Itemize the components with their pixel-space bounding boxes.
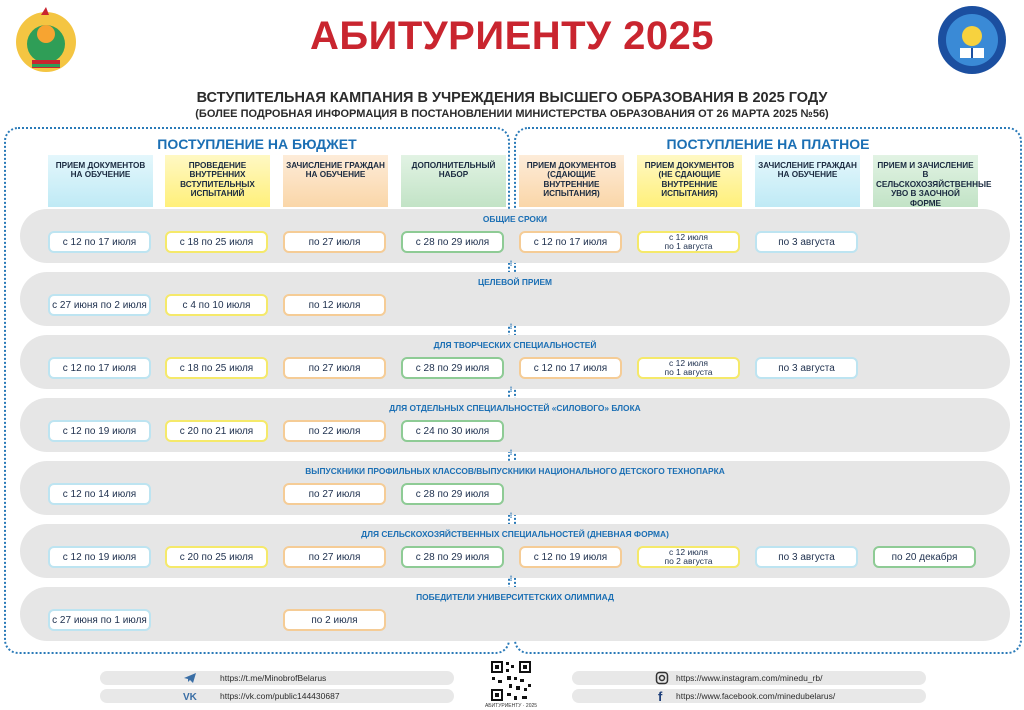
svg-text:f: f	[658, 689, 663, 703]
qr-code-icon[interactable]	[490, 660, 532, 702]
date-cell-line: с 12 июля	[669, 232, 708, 243]
date-cell: с 12 по 19 июля	[48, 546, 151, 568]
page-subtitle-note: (БОЛЕЕ ПОДРОБНАЯ ИНФОРМАЦИЯ В ПОСТАНОВЛЕНИИ МИНИСТЕРСТВА ОБРАЗОВАНИЯ ОТ 26 МАРТА 2025 №56)	[195, 108, 829, 120]
date-cell: с 24 по 30 июля	[401, 420, 504, 442]
instagram-link[interactable]	[572, 671, 926, 685]
date-cell: по 27 июля	[283, 546, 386, 568]
column-header: ЗАЧИСЛЕНИЕ ГРАЖДАН НА ОБУЧЕНИЕ	[755, 155, 860, 207]
row-label: ДЛЯ ТВОРЧЕСКИХ СПЕЦИАЛЬНОСТЕЙ	[433, 340, 597, 350]
row-label: ПОБЕДИТЕЛИ УНИВЕРСИТЕТСКИХ ОЛИМПИАД	[416, 592, 614, 602]
date-cell: по 27 июля	[283, 357, 386, 379]
row-connector: ⁝	[509, 511, 513, 520]
date-cell-line: с 12 июля	[669, 547, 708, 558]
row-label: ДЛЯ СЕЛЬСКОХОЗЯЙСТВЕННЫХ СПЕЦИАЛЬНОСТЕЙ (ДНЕВНАЯ ФОРМА)	[361, 529, 669, 539]
date-cell: по 22 июля	[283, 420, 386, 442]
qr-caption: АБИТУРИЕНТУ · 2025	[484, 703, 538, 709]
facebook-icon[interactable]	[655, 689, 669, 703]
date-cell: с 18 по 25 июля	[165, 357, 268, 379]
date-cell: по 12 июля	[283, 294, 386, 316]
date-cell: с 12 по 19 июля	[519, 546, 622, 568]
date-cell: с 4 по 10 июля	[165, 294, 268, 316]
row-label: ВЫПУСКНИКИ ПРОФИЛЬНЫХ КЛАССОВ/ВЫПУСКНИКИ НАЦИОНАЛЬНОГО ДЕТСКОГО ТЕХНОПАРКА	[305, 466, 725, 476]
facebook-link-text[interactable]: https://www.facebook.com/minedubelarus/	[676, 691, 836, 701]
column-header: ПРИЕМ ДОКУМЕНТОВ НА ОБУЧЕНИЕ	[48, 155, 153, 207]
row-connector: ⁝	[509, 385, 513, 394]
date-cell: по 3 августа	[755, 357, 858, 379]
date-cell: с 12 по 17 июля	[48, 357, 151, 379]
date-cell: с 12 по 17 июля	[48, 231, 151, 253]
date-cell: с 12 по 17 июля	[519, 357, 622, 379]
telegram-link[interactable]	[100, 671, 454, 685]
instagram-link-text[interactable]: https://www.instagram.com/minedu_rb/	[676, 673, 823, 683]
date-cell: по 3 августа	[755, 546, 858, 568]
date-cell: с 12 по 14 июля	[48, 483, 151, 505]
date-cell: с 18 по 25 июля	[165, 231, 268, 253]
date-cell-line: по 1 августа	[664, 367, 713, 377]
page-title: АБИТУРИЕНТУ 2025	[309, 14, 715, 58]
column-header: ДОПОЛНИТЕЛЬНЫЙ НАБОР	[401, 155, 506, 207]
date-cell: с 28 по 29 июля	[401, 357, 504, 379]
date-cell-line: по 2 августа	[664, 556, 713, 566]
date-cell-line: по 1 августа	[664, 241, 713, 251]
vk-link-text[interactable]: https://vk.com/public144430687	[220, 691, 340, 701]
date-cell: с 20 по 25 июля	[165, 546, 268, 568]
date-cell: с 27 июня по 1 июля	[48, 609, 151, 631]
column-header: ЗАЧИСЛЕНИЕ ГРАЖДАН НА ОБУЧЕНИЕ	[283, 155, 388, 207]
date-cell: с 12 по 19 июля	[48, 420, 151, 442]
telegram-icon[interactable]	[183, 671, 197, 685]
date-cell: с 27 июня по 2 июля	[48, 294, 151, 316]
column-header: ПРИЕМ ДОКУМЕНТОВ (НЕ СДАЮЩИЕ ВНУТРЕННИЕ ИСПЫТАНИЯ)	[637, 155, 742, 207]
vk-link[interactable]	[100, 689, 454, 703]
budget-section-title: ПОСТУПЛЕНИЕ НА БЮДЖЕТ	[157, 136, 357, 152]
row-connector: ⁝	[509, 322, 513, 331]
date-cell	[637, 231, 740, 253]
paid-section-title: ПОСТУПЛЕНИЕ НА ПЛАТНОЕ	[666, 136, 870, 152]
svg-text:VK: VK	[183, 692, 197, 703]
page-subtitle: ВСТУПИТЕЛЬНАЯ КАМПАНИЯ В УЧРЕЖДЕНИЯ ВЫСШЕГО ОБРАЗОВАНИЯ В 2025 ГОДУ	[196, 90, 828, 106]
date-cell: по 2 июля	[283, 609, 386, 631]
date-cell: с 28 по 29 июля	[401, 546, 504, 568]
date-cell-line: с 12 июля	[669, 358, 708, 369]
row-label: ДЛЯ ОТДЕЛЬНЫХ СПЕЦИАЛЬНОСТЕЙ «СИЛОВОГО» БЛОКА	[389, 403, 641, 413]
vk-icon[interactable]	[183, 689, 197, 703]
date-cell: с 12 по 17 июля	[519, 231, 622, 253]
telegram-link-text[interactable]: https://t.me/MinobrofBelarus	[220, 673, 327, 683]
column-header: ПРИЕМ ДОКУМЕНТОВ (СДАЮЩИЕ ВНУТРЕННИЕ ИСПЫТАНИЯ)	[519, 155, 624, 207]
facebook-link[interactable]	[572, 689, 926, 703]
column-header: ПРИЕМ И ЗАЧИСЛЕНИЕ В СЕЛЬСКОХОЗЯЙСТВЕННЫЕ УВО В ЗАОЧНОЙ ФОРМЕ	[873, 155, 978, 207]
instagram-icon[interactable]	[655, 671, 669, 685]
column-header: ПРОВЕДЕНИЕ ВНУТРЕННИХ ВСТУПИТЕЛЬНЫХ ИСПЫТАНИЙ	[165, 155, 270, 207]
row-connector: ⁝	[509, 259, 513, 268]
date-cell: с 28 по 29 июля	[401, 483, 504, 505]
date-cell: по 20 декабря	[873, 546, 976, 568]
date-cell: по 27 июля	[283, 231, 386, 253]
date-cell: по 27 июля	[283, 483, 386, 505]
date-cell	[637, 357, 740, 379]
row-label: ОБЩИЕ СРОКИ	[482, 214, 548, 224]
date-cell: с 28 по 29 июля	[401, 231, 504, 253]
row-label: ЦЕЛЕВОЙ ПРИЕМ	[477, 277, 553, 287]
date-cell: по 3 августа	[755, 231, 858, 253]
row-connector: ⁝	[509, 574, 513, 583]
date-cell: с 20 по 21 июля	[165, 420, 268, 442]
date-cell	[637, 546, 740, 568]
row-connector: ⁝	[509, 448, 513, 457]
